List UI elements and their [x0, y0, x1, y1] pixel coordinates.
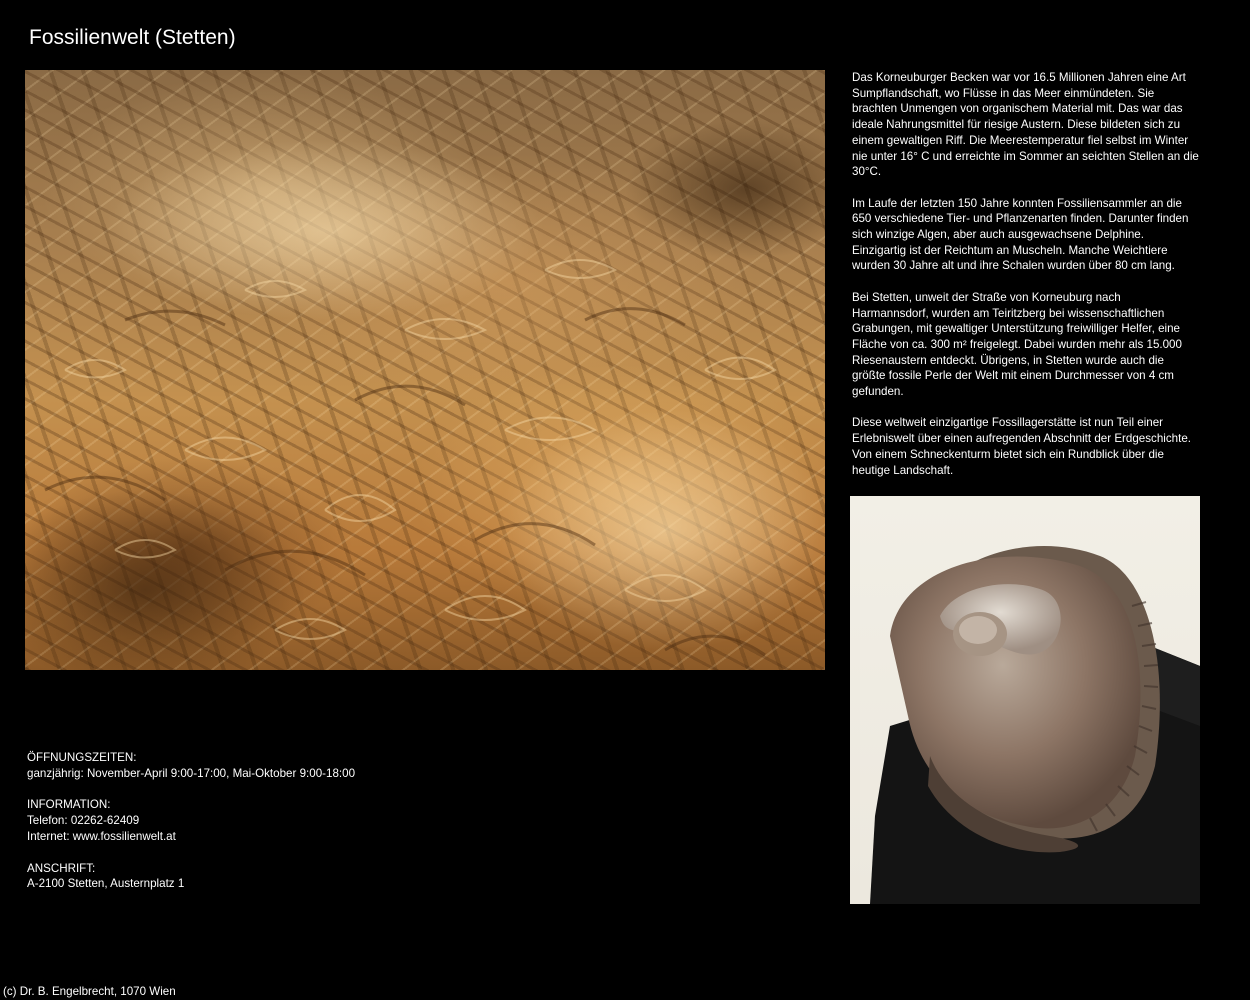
copyright-footer: (c) Dr. B. Engelbrecht, 1070 Wien — [3, 985, 176, 998]
description-paragraph: Diese weltweit einzigartige Fossillagerstätte ist nun Teil einer Erlebniswelt über einen aufregenden Abschnitt der Erdgeschichte. Von einem Schneckenturm bietet sich ein Rundblick über die heutige Landschaft. — [852, 416, 1192, 477]
description-paragraph: Das Korneuburger Becken war vor 16.5 Millionen Jahren eine Art Sumpflandschaft, wo Flüsse in das Meer einmündeten. Sie brachten Unmengen von organischem Material mit. Das war das ideale Nahrungsmittel für riesige Austern. Diese bildeten sich zu einem gewaltigen Riff. Die Meerestemperatur fiel selbst im Winter nie unter 16° C und erreichte im Sommer an seichten Stellen an die 30°C. — [852, 71, 1199, 179]
description-text — [852, 70, 1200, 494]
giant-oyster-photo-art — [850, 496, 1200, 904]
address-label: ANSCHRIFT: — [27, 861, 96, 875]
page-title: Fossilienwelt (Stetten) — [29, 26, 236, 49]
giant-oyster-photo — [850, 496, 1200, 904]
website-address: Internet: www.fossilienwelt.at — [27, 829, 176, 843]
information-section — [27, 797, 355, 844]
description-paragraph: Im Laufe der letzten 150 Jahre konnten Fossiliensammler an die 650 verschiedene Tier- und Pflanzenarten finden. Darunter finden sich winzige Algen, aber auch ausgewachsene Delphine. Einzigartig ist der Reichtum an Muscheln. Manche Weichtiere wurden 30 Jahre alt und ihre Schalen wurden über 80 cm lang. — [852, 196, 1189, 273]
address-value: A-2100 Stetten, Austernplatz 1 — [27, 877, 185, 891]
phone-number: Telefon: 02262-62409 — [27, 814, 140, 828]
information-label: INFORMATION: — [27, 798, 111, 812]
oyster-reef-photo-art — [25, 70, 825, 670]
oyster-reef-photo — [25, 70, 825, 670]
opening-hours-value: ganzjährig: November-April 9:00-17:00, Mai-Oktober 9:00-18:00 — [27, 766, 356, 780]
opening-hours-label: ÖFFNUNGSZEITEN: — [27, 751, 137, 764]
opening-hours-section — [27, 750, 355, 782]
description-paragraph: Bei Stetten, unweit der Straße von Korneuburg nach Harmannsdorf, wurden am Teiritzberg bei wissenschaftlichen Grabungen, mit gewaltiger Unterstützung freiwilliger Helfer, eine Fläche von ca. 300 m² freigelegt. Dabei wurden mehr als 15.000 Riesenaustern entdeckt. Übrigens, in Stetten wurde auch die größte fossile Perle der Welt mit einem Durchmesser von 4 cm gefunden. — [852, 290, 1182, 399]
visitor-info — [27, 750, 355, 908]
address-section — [27, 861, 355, 893]
